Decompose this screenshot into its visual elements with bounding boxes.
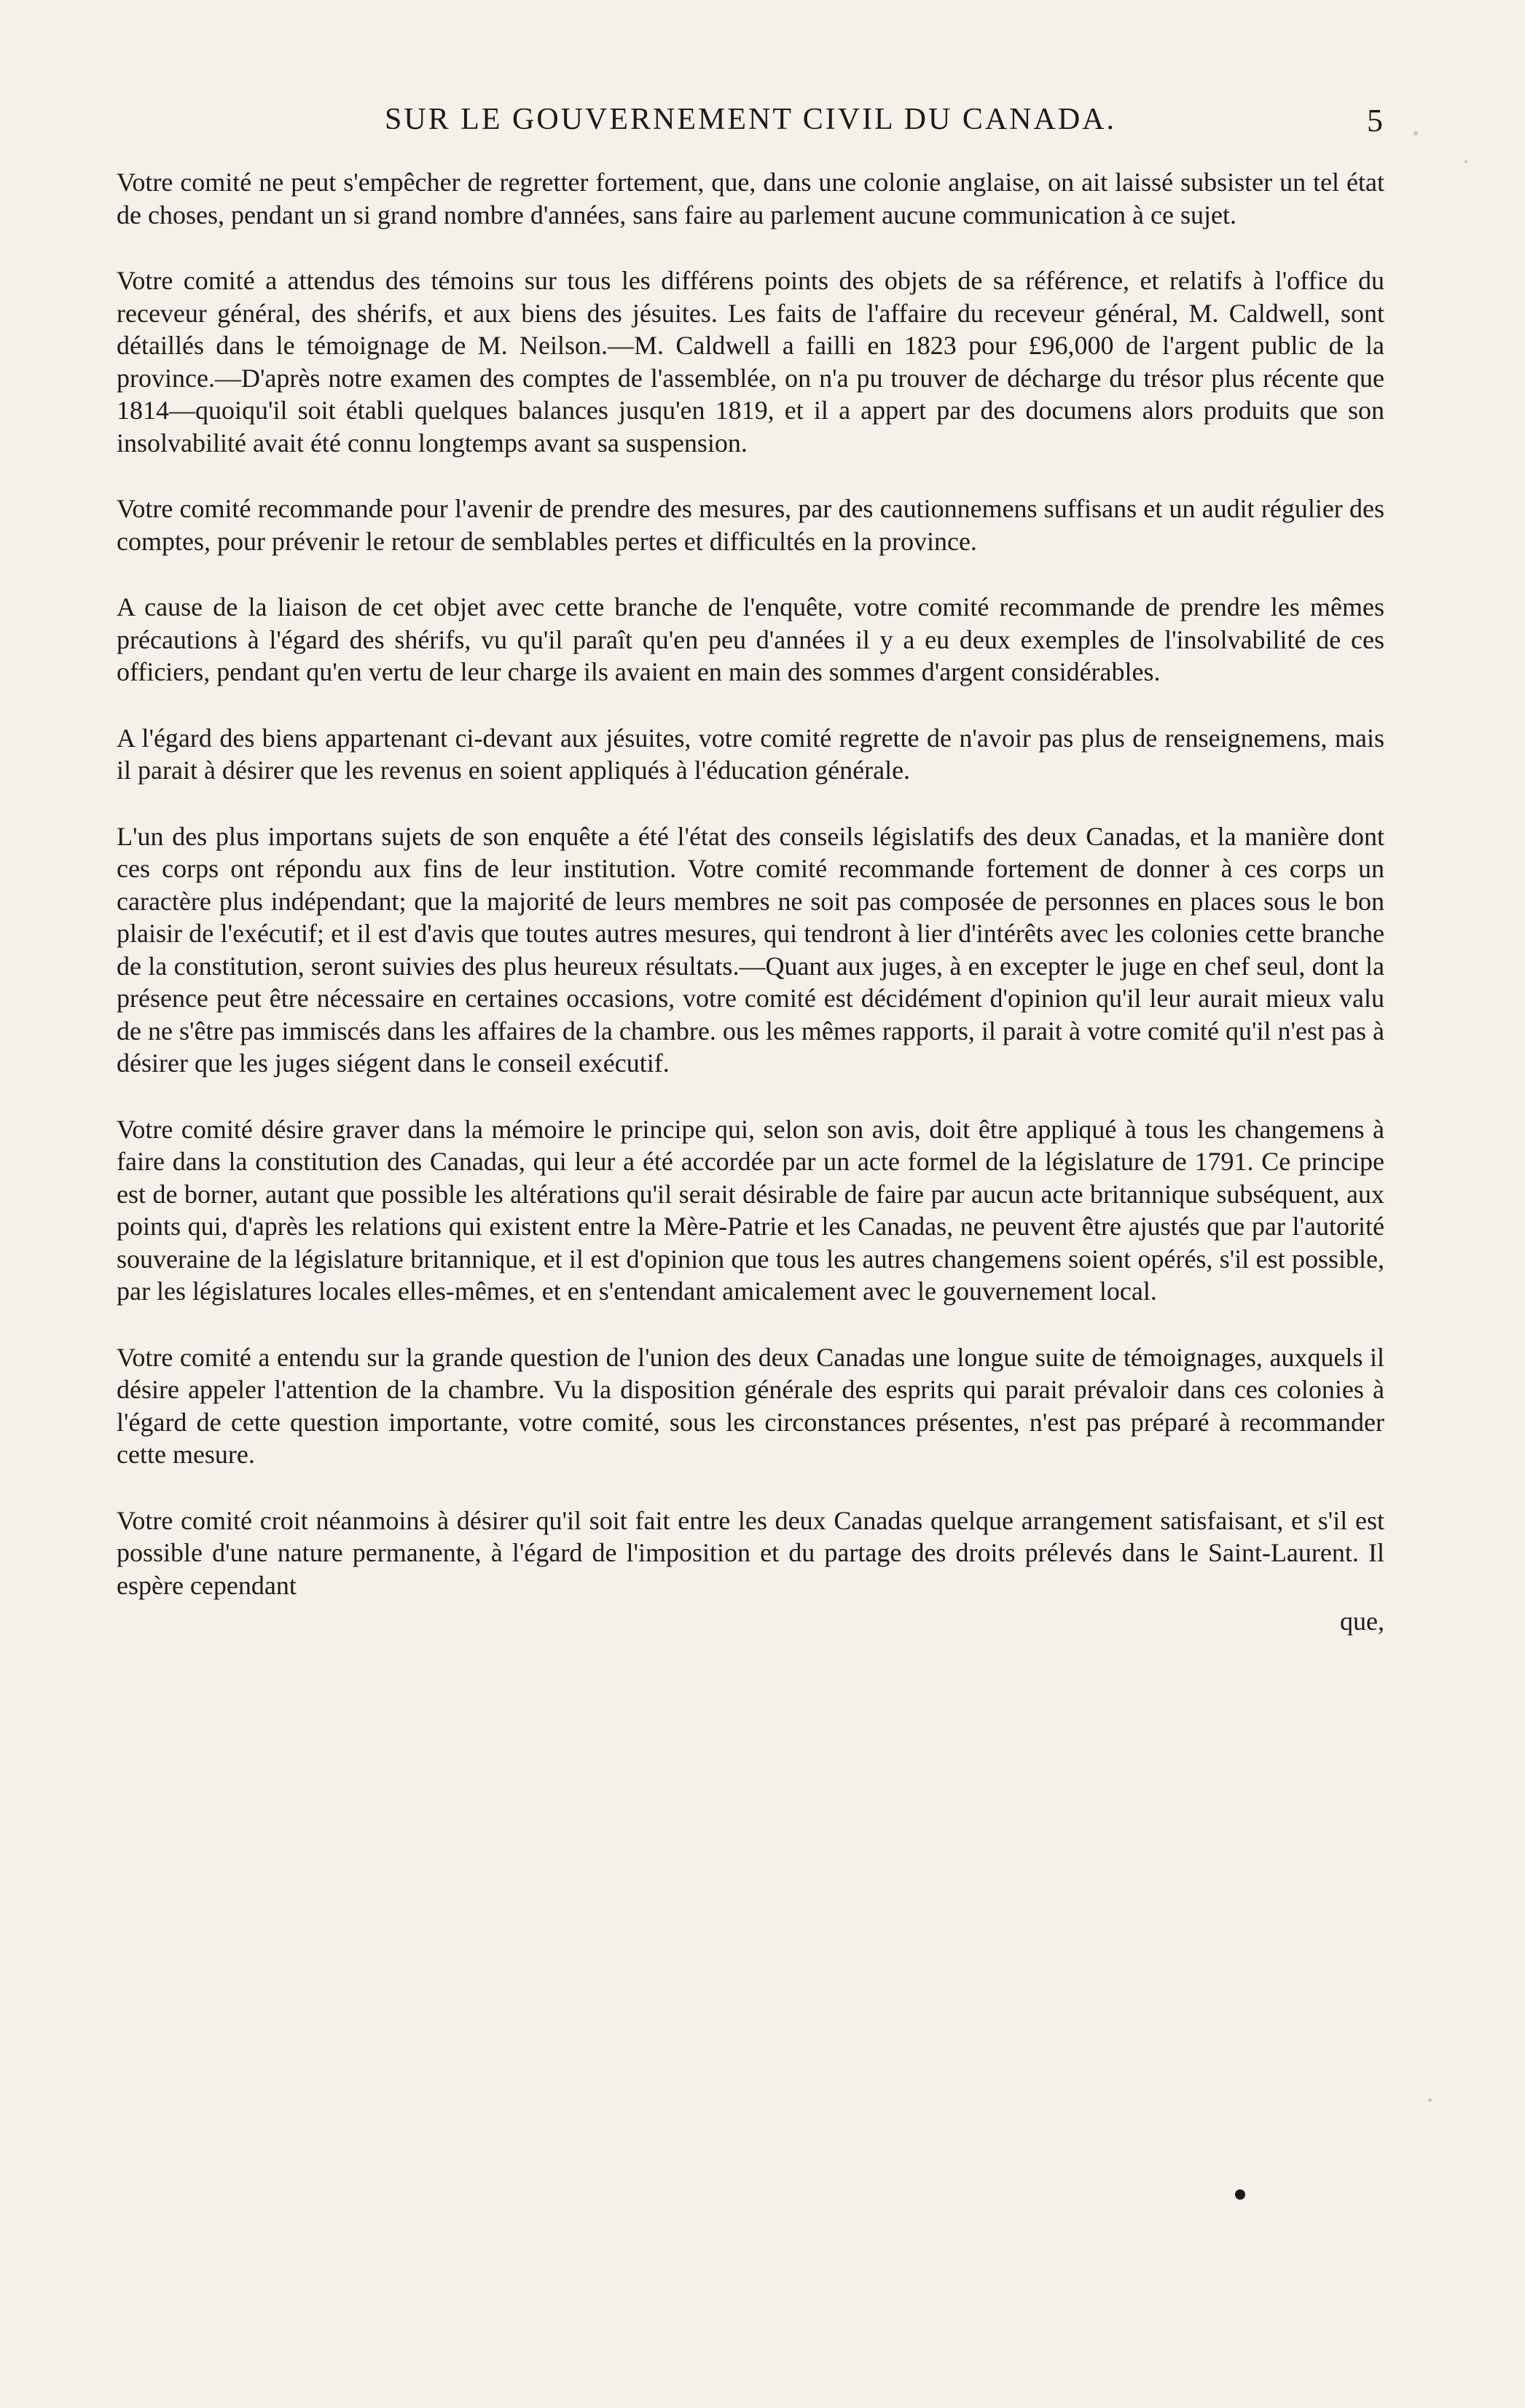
paragraph-1: Votre comité ne peut s'empêcher de regretter fortement, que, dans une colonie anglaise, on ait laissé subsister un tel état de choses, pendant un si grand nombre d'années, sans faire au parlement aucune communication à ce sujet. [117, 168, 1384, 230]
running-title: SUR LE GOUVERNEMENT CIVIL DU CANADA. [385, 103, 1116, 136]
paper-speck [1465, 160, 1467, 163]
page-number: 5 [1367, 103, 1384, 138]
paragraph-9: Votre comité croit néanmoins à désirer qu'il soit fait entre les deux Canadas quelque arrangement satisfaisant, et s'il est possible d'une nature permanente, à l'égard de l'imposition et du partage des droits prélevés dans le Saint-Laurent. Il espère cependant [117, 1505, 1384, 1600]
paper-speck [1428, 2098, 1432, 2102]
paragraph-5: A l'égard des biens appartenant ci-devant aux jésuites, votre comité regrette de n'avoir pas plus de renseignemens, mais il parait à désirer que les revenus en soient appliqués à l'éducation générale. [117, 723, 1384, 785]
catchword: que, [1340, 1607, 1384, 1636]
paragraph-7: Votre comité désire graver dans la mémoire le principe qui, selon son avis, doit être appliqué à tous les changemens à faire dans la constitution des Canadas, qui leur a été accordée par un acte formel de la législature de 1791. Ce principe est de borner, autant que possible les altérations qu'il serait désirable de faire par aucun acte britannique subséquent, aux points qui, d'après les relations qui existent entre la Mère-Patrie et les Canadas, ne peuvent être ajustés que par l'autorité souveraine de la législature britannique, et il est d'opinion que tous les autres changemens soient opérés, s'il est possible, par les législatures locales elles-mêmes, et en s'entendant amicalement avec le gouvernement local. [117, 1114, 1384, 1306]
running-header [117, 102, 1384, 146]
paper-speck [1414, 131, 1418, 136]
paragraph-4: A cause de la liaison de cet objet avec cette branche de l'enquête, votre comité recommande de prendre les mêmes précautions à l'égard des shérifs, vu qu'il paraît qu'en peu d'années il y a eu deux exemples de l'insolvabilité de ces officiers, pendant qu'en vertu de leur charge ils avaient en main des sommes d'argent considérables. [117, 592, 1384, 686]
ink-dot [1235, 2189, 1245, 2200]
document-page [117, 102, 1384, 1638]
paragraph-8: Votre comité a entendu sur la grande question de l'union des deux Canadas une longue suite de témoignages, auxquels il désire appeler l'attention de la chambre. Vu la disposition générale des esprits qui parait prévaloir dans ces colonies à l'égard de cette question importante, votre comité, sous les circonstances présentes, n'est pas préparé à recommander cette mesure. [117, 1342, 1384, 1469]
catchword-row [117, 1606, 1384, 1638]
paragraph-6: L'un des plus importans sujets de son enquête a été l'état des conseils législatifs des deux Canadas, et la manière dont ces corps ont répondu aux fins de leur institution. Votre comité recommande fortement de donner à ces corps un caractère plus indépendant; que la majorité de leurs membres ne soit pas composée de personnes en places sous le bon plaisir de l'exécutif; et il est d'avis que toutes autres mesures, qui tendront à lier d'intérêts avec les colonies cette branche de la constitution, seront suivies des plus heureux résultats.—Quant aux juges, à en excepter le juge en chef seul, dont la présence peut être nécessaire en certaines occasions, votre comité est décidément d'opinion qu'il leur aurait mieux valu de ne s'être pas immiscés dans les affaires de la chambre. ous les mêmes rapports, il parait à votre comité qu'il n'est pas à désirer que les juges siégent dans le conseil exécutif. [117, 821, 1384, 1078]
paragraph-2: Votre comité a attendus des témoins sur tous les différens points des objets de sa référence, et relatifs à l'office du receveur général, des shérifs, et aux biens des jésuites. Les faits de l'affaire du receveur général, M. Caldwell, sont détaillés dans le témoignage de M. Neilson.—M. Caldwell a failli en 1823 pour £96,000 de l'argent public de la province.—D'après notre examen des comptes de l'assemblée, on n'a pu trouver de décharge du trésor plus récente que 1814—quoiqu'il soit établi quelques balances jusqu'en 1819, et il a appert par des documens alors produits que son insolvabilité avait été connu longtemps avant sa suspension. [117, 266, 1384, 458]
paragraph-3: Votre comité recommande pour l'avenir de prendre des mesures, par des cautionnemens suffisans et un audit régulier des comptes, pour prévenir le retour de semblables pertes et difficultés en la province. [117, 494, 1384, 556]
